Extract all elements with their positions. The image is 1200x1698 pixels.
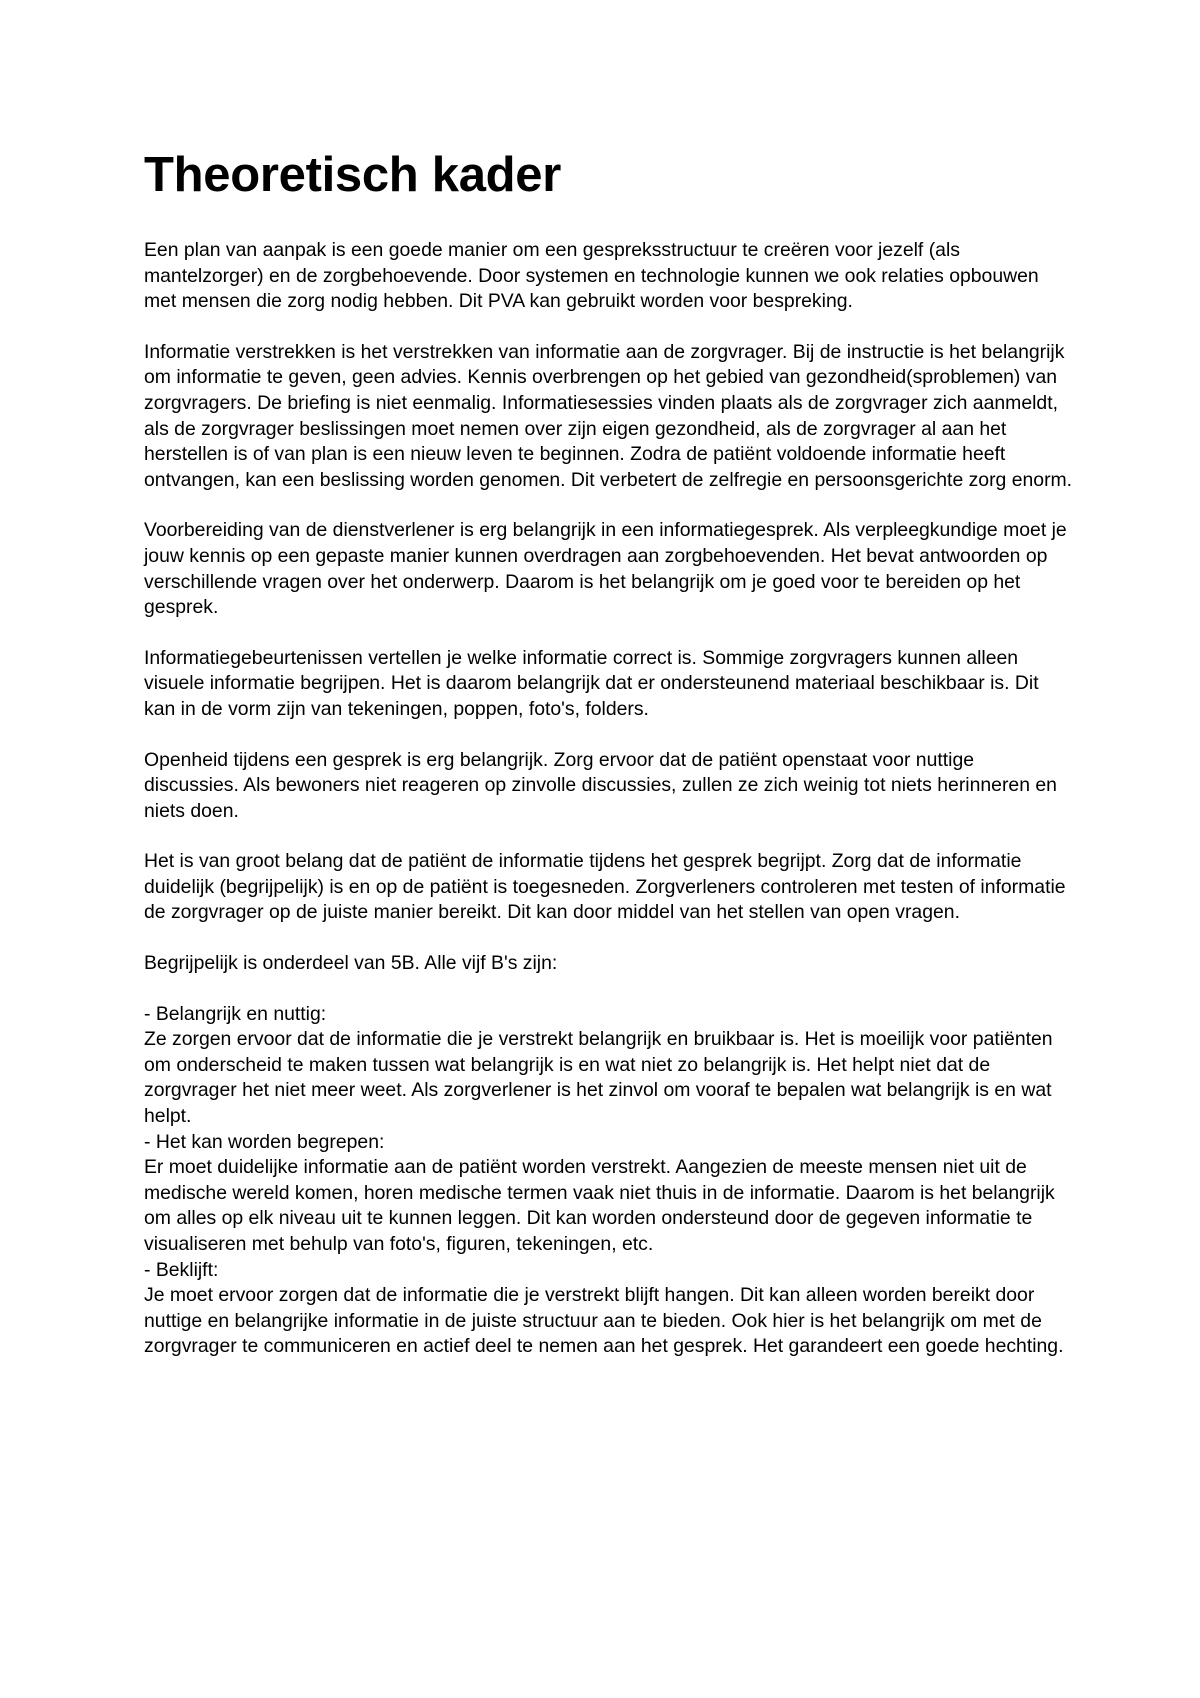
paragraph-5b-intro: Begrijpelijk is onderdeel van 5B. Alle vijf B's zijn: xyxy=(144,952,558,975)
paragraph-openheid: Openheid tijdens een gesprek is erg belangrijk. Zorg ervoor dat de patiënt openstaat voor nuttige discussies. Als bewoners niet reageren op zinvolle discussies, zullen ze zich weinig tot niets herinneren en niets doen. xyxy=(144,748,1057,822)
list-item-heading-begrepen: - Het kan worden begrepen: xyxy=(144,1130,385,1153)
list-item-text-belangrijk: Ze zorgen ervoor dat de informatie die je verstrekt belangrijk en bruikbaar is. Het is moeilijk voor patiënten om onderscheid te maken tussen wat belangrijk is en wat niet zo belangrijk is. Het helpt niet dat de zorgvrager het niet meer weet. Als zorgverlener is het zinvol om vooraf te bepalen wat belangrijk is en wat helpt. xyxy=(144,1028,1053,1128)
list-item-heading-beklijft: - Beklijft: xyxy=(144,1258,219,1281)
paragraph-informatie-verstrekken: Informatie verstrekken is het verstrekken van informatie aan de zorgvrager. Bij de instructie is het belangrijk om informatie te geven, geen advies. Kennis overbrengen op het gebied van gezondheid(sproblemen) van zorgvragers. De briefing is niet eenmalig. Informatiesessies vinden plaats als de zorgvrager zich aanmeldt, als de zorgvrager beslissingen moet nemen over zijn eigen gezondheid, als de zorgvrager al aan het herstellen is of van plan is een nieuw leven te beginnen. Zodra de patiënt voldoende informatie heeft ontvangen, kan een beslissing worden genomen. Dit verbetert de zelfregie en persoonsgerichte zorg enorm. xyxy=(144,340,1073,491)
list-item-heading-belangrijk: - Belangrijk en nuttig: xyxy=(144,1002,327,1025)
page-title: Theoretisch kader xyxy=(144,148,561,202)
list-item-text-beklijft: Je moet ervoor zorgen dat de informatie die je verstrekt blijft hangen. Dit kan alleen worden bereikt door nuttige en belangrijke informatie in de juiste structuur aan te bieden. Ook hier is het belangrijk om met de zorgvrager te communiceren en actief deel te nemen aan het gesprek. Het garandeert een goede hechting. xyxy=(144,1284,1064,1358)
paragraph-informatiegebeurtenissen: Informatiegebeurtenissen vertellen je welke informatie correct is. Sommige zorgvragers kunnen alleen visuele informatie begrijpen. Het is daarom belangrijk dat er ondersteunend materiaal beschikbaar is. Dit kan in de vorm zijn van tekeningen, poppen, foto's, folders. xyxy=(144,646,1039,720)
list-item-text-begrepen: Er moet duidelijke informatie aan de patiënt worden verstrekt. Aangezien de meeste mensen niet uit de medische wereld komen, horen medische termen vaak niet thuis in de informatie. Daarom is het belangrijk om alles op elk niveau uit te kunnen leggen. Dit kan worden ondersteund door de gegeven informatie te visualiseren met behulp van foto's, figuren, tekeningen, etc. xyxy=(144,1156,1055,1255)
five-b-list xyxy=(144,1002,1074,1360)
document-content xyxy=(144,146,1074,1360)
paragraph-begrip: Het is van groot belang dat de patiënt de informatie tijdens het gesprek begrijpt. Zorg dat de informatie duidelijk (begrijpelijk) is en op de patiënt is toegesneden. Zorgverleners controleren met testen of informatie de zorgvrager op de juiste manier bereikt. Dit kan door middel van het stellen van open vragen. xyxy=(144,850,1066,924)
paragraph-intro: Een plan van aanpak is een goede manier om een gespreksstructuur te creëren voor jezelf (als mantelzorger) en de zorgbehoevende. Door systemen en technologie kunnen we ook relaties opbouwen met mensen die zorg nodig hebben. Dit PVA kan gebruikt worden voor bespreking. xyxy=(144,239,1039,313)
paragraph-voorbereiding: Voorbereiding van de dienstverlener is erg belangrijk in een informatiegesprek. Als verpleegkundige moet je jouw kennis op een gepaste manier kunnen overdragen aan zorgbehoevenden. Het bevat antwoorden op verschillende vragen over het onderwerp. Daarom is het belangrijk om je goed voor te bereiden op het gesprek. xyxy=(144,519,1067,619)
